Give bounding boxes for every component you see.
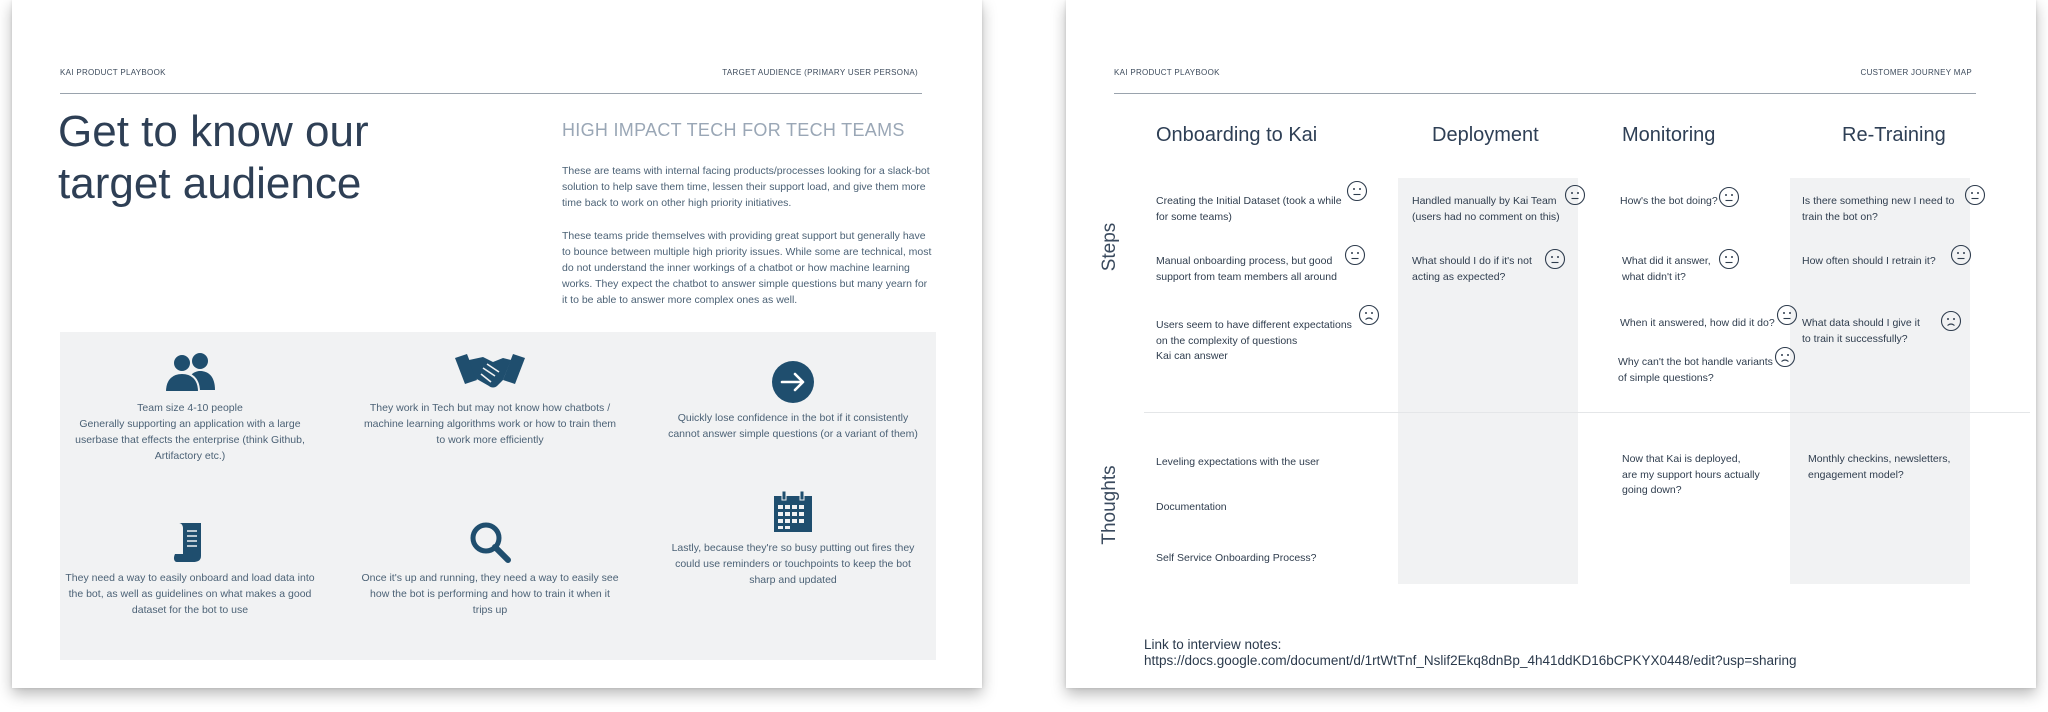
scroll-icon [171, 520, 209, 564]
page-header-left: KAI PRODUCT PLAYBOOK [60, 68, 166, 77]
step-card [1802, 254, 1936, 270]
feature-line: They work in Tech but may not know how chatbots / [369, 402, 611, 414]
step-card [1618, 355, 1773, 386]
feature-line: Team size 4-10 people [137, 402, 243, 414]
feature-team-size [60, 350, 320, 464]
sad-face-icon [1358, 304, 1380, 326]
step-card [1802, 194, 1954, 225]
step-line: Manual onboarding process, but good [1156, 255, 1333, 267]
feature-line: how the bot is performing and how to train it when it [370, 588, 610, 600]
page-title-line1: Get to know our [58, 107, 369, 156]
persona-features-panel [60, 332, 936, 660]
column-title-monitoring: Monitoring [1622, 124, 1716, 146]
step-line: When it answered, how did it do? [1620, 317, 1775, 329]
feature-line: sharp and updated [749, 574, 837, 586]
thought-line: Monthly checkins, newsletters, [1808, 453, 1951, 465]
step-card [1156, 318, 1352, 365]
step-line: What should I do if it's not [1412, 255, 1532, 267]
magnifier-icon [468, 520, 512, 564]
feature-line: the bot, as well as guidelines on what makes a good [68, 588, 312, 600]
step-line: acting as expected? [1412, 270, 1506, 283]
thought-line: Documentation [1156, 501, 1227, 513]
thought-line: going down? [1622, 484, 1682, 496]
intro-paragraph-2: These teams pride themselves with providing great support but generally have to bounce between multiple high priority issues. While some are technical, most do not understand the inner workings of a chatbot or how machine learning works. They expect the chatbot to answer simple questions but many yearn for it to be able to answer more complex ones as well. [562, 230, 932, 306]
sad-face-icon [1774, 346, 1796, 368]
intro-paragraph-1: These are teams with internal facing products/processes looking for a slack-bot solution to help save them time, lessen their support load, and give them more time back to work on other high priority initiatives. [562, 165, 930, 209]
page-header-right: TARGET AUDIENCE (PRIMARY USER PERSONA) [722, 68, 918, 77]
column-title-deployment: Deployment [1432, 124, 1539, 146]
step-line: Handled manually by Kai Team [1412, 195, 1557, 207]
deployment-column-shade [1398, 178, 1578, 584]
step-card [1156, 254, 1337, 285]
row-label-thoughts: Thoughts [1099, 465, 1120, 545]
step-card [1620, 194, 1718, 210]
feature-tech-knowledge [350, 350, 630, 448]
thought-card [1156, 455, 1319, 471]
feature-line: trips up [472, 604, 508, 616]
neutral-face-icon [1718, 248, 1740, 270]
feature-line: Generally supporting an application with a large [79, 418, 301, 430]
step-line: what didn't it? [1622, 270, 1686, 283]
neutral-face-icon [1718, 186, 1740, 208]
feature-line: dataset for the bot to use [131, 604, 249, 616]
neutral-face-icon [1346, 180, 1368, 202]
step-line: (users had no comment on this) [1412, 210, 1560, 223]
page-title [58, 106, 478, 210]
neutral-face-icon [1776, 304, 1798, 326]
feature-line: cannot answer simple questions (or a variant of them) [668, 428, 918, 440]
feature-confidence [650, 360, 936, 442]
interview-notes-label: Link to interview notes: [1144, 637, 1282, 652]
feature-line: could use reminders or touchpoints to keep the bot [675, 558, 911, 570]
step-line: Kai can answer [1156, 350, 1228, 362]
neutral-face-icon [1344, 244, 1366, 266]
thought-card [1808, 452, 1950, 483]
feature-line: to work more efficiently [436, 434, 544, 446]
feature-reminders [650, 490, 936, 588]
step-line: How often should I retrain it? [1802, 255, 1936, 267]
thought-line: engagement model? [1808, 468, 1904, 481]
people-icon [162, 350, 218, 394]
step-line: Users seem to have different expectations [1156, 319, 1352, 331]
step-line: train the bot on? [1802, 210, 1878, 223]
column-title-onboarding: Onboarding to Kai [1156, 124, 1318, 146]
target-audience-page [12, 0, 982, 688]
step-line: of simple questions? [1618, 371, 1714, 384]
step-line: What did it answer, [1622, 255, 1711, 267]
step-card [1156, 194, 1342, 225]
feature-onboarding [60, 520, 320, 618]
rows-divider [1144, 412, 2030, 413]
handshake-icon [453, 350, 527, 394]
thought-card [1156, 500, 1227, 516]
feature-line: Artifactory etc.) [154, 450, 226, 462]
step-line: Why can't the bot handle variants [1618, 356, 1773, 368]
feature-line: They need a way to easily onboard and load data into [65, 572, 315, 584]
neutral-face-icon [1964, 184, 1986, 206]
sad-face-icon [1940, 310, 1962, 332]
column-title-retraining: Re-Training [1842, 124, 1946, 146]
feature-line: Quickly lose confidence in the bot if it consistently [677, 412, 909, 424]
thought-line: Self Service Onboarding Process? [1156, 552, 1317, 564]
feature-line: Lastly, because they're so busy putting out fires they [671, 542, 915, 554]
thought-card [1156, 551, 1317, 567]
arrow-circle-icon [771, 360, 815, 404]
step-card [1620, 316, 1775, 332]
step-line: for some teams) [1156, 210, 1232, 223]
header-divider [60, 93, 922, 94]
retraining-column-shade [1790, 178, 1970, 584]
thought-line: Now that Kai is deployed, [1622, 453, 1741, 465]
section-subtitle: HIGH IMPACT TECH FOR TECH TEAMS [562, 120, 905, 140]
feature-line: machine learning algorithms work or how to train them [363, 418, 617, 430]
interview-notes-link[interactable]: https://docs.google.com/document/d/1rtWtTnf_Nslif2Ekq8dnBp_4h41ddKD16bCPKYX0448/edit?usp=sharing [1144, 653, 1797, 668]
page-title-line2: target audience [58, 159, 362, 208]
feature-line: Once it's up and running, they need a way to easily see [361, 572, 619, 584]
step-card [1802, 316, 1920, 347]
step-card [1622, 254, 1711, 285]
step-line: to train it successfully? [1802, 332, 1908, 345]
calendar-icon [773, 490, 813, 534]
step-card [1412, 254, 1532, 285]
step-line: Creating the Initial Dataset (took a while [1156, 195, 1342, 207]
step-line: support from team members all around [1156, 270, 1337, 283]
neutral-face-icon [1564, 184, 1586, 206]
header-divider [1114, 93, 1976, 94]
row-label-steps: Steps [1099, 222, 1120, 272]
neutral-face-icon [1950, 244, 1972, 266]
step-line: What data should I give it [1802, 317, 1920, 329]
page-header-left: KAI PRODUCT PLAYBOOK [1114, 68, 1220, 77]
step-line: Is there something new I need to [1802, 195, 1955, 207]
step-line: on the complexity of questions [1156, 334, 1298, 347]
step-line: How's the bot doing? [1620, 195, 1718, 207]
thought-line: Leveling expectations with the user [1156, 456, 1320, 468]
page-header-right: CUSTOMER JOURNEY MAP [1860, 68, 1972, 77]
thought-card [1622, 452, 1760, 499]
feature-line: userbase that effects the enterprise (think Github, [75, 434, 305, 446]
neutral-face-icon [1544, 248, 1566, 270]
customer-journey-page [1066, 0, 2036, 688]
thought-line: are my support hours actually [1622, 468, 1760, 481]
step-card [1412, 194, 1560, 225]
feature-monitoring [350, 520, 630, 618]
